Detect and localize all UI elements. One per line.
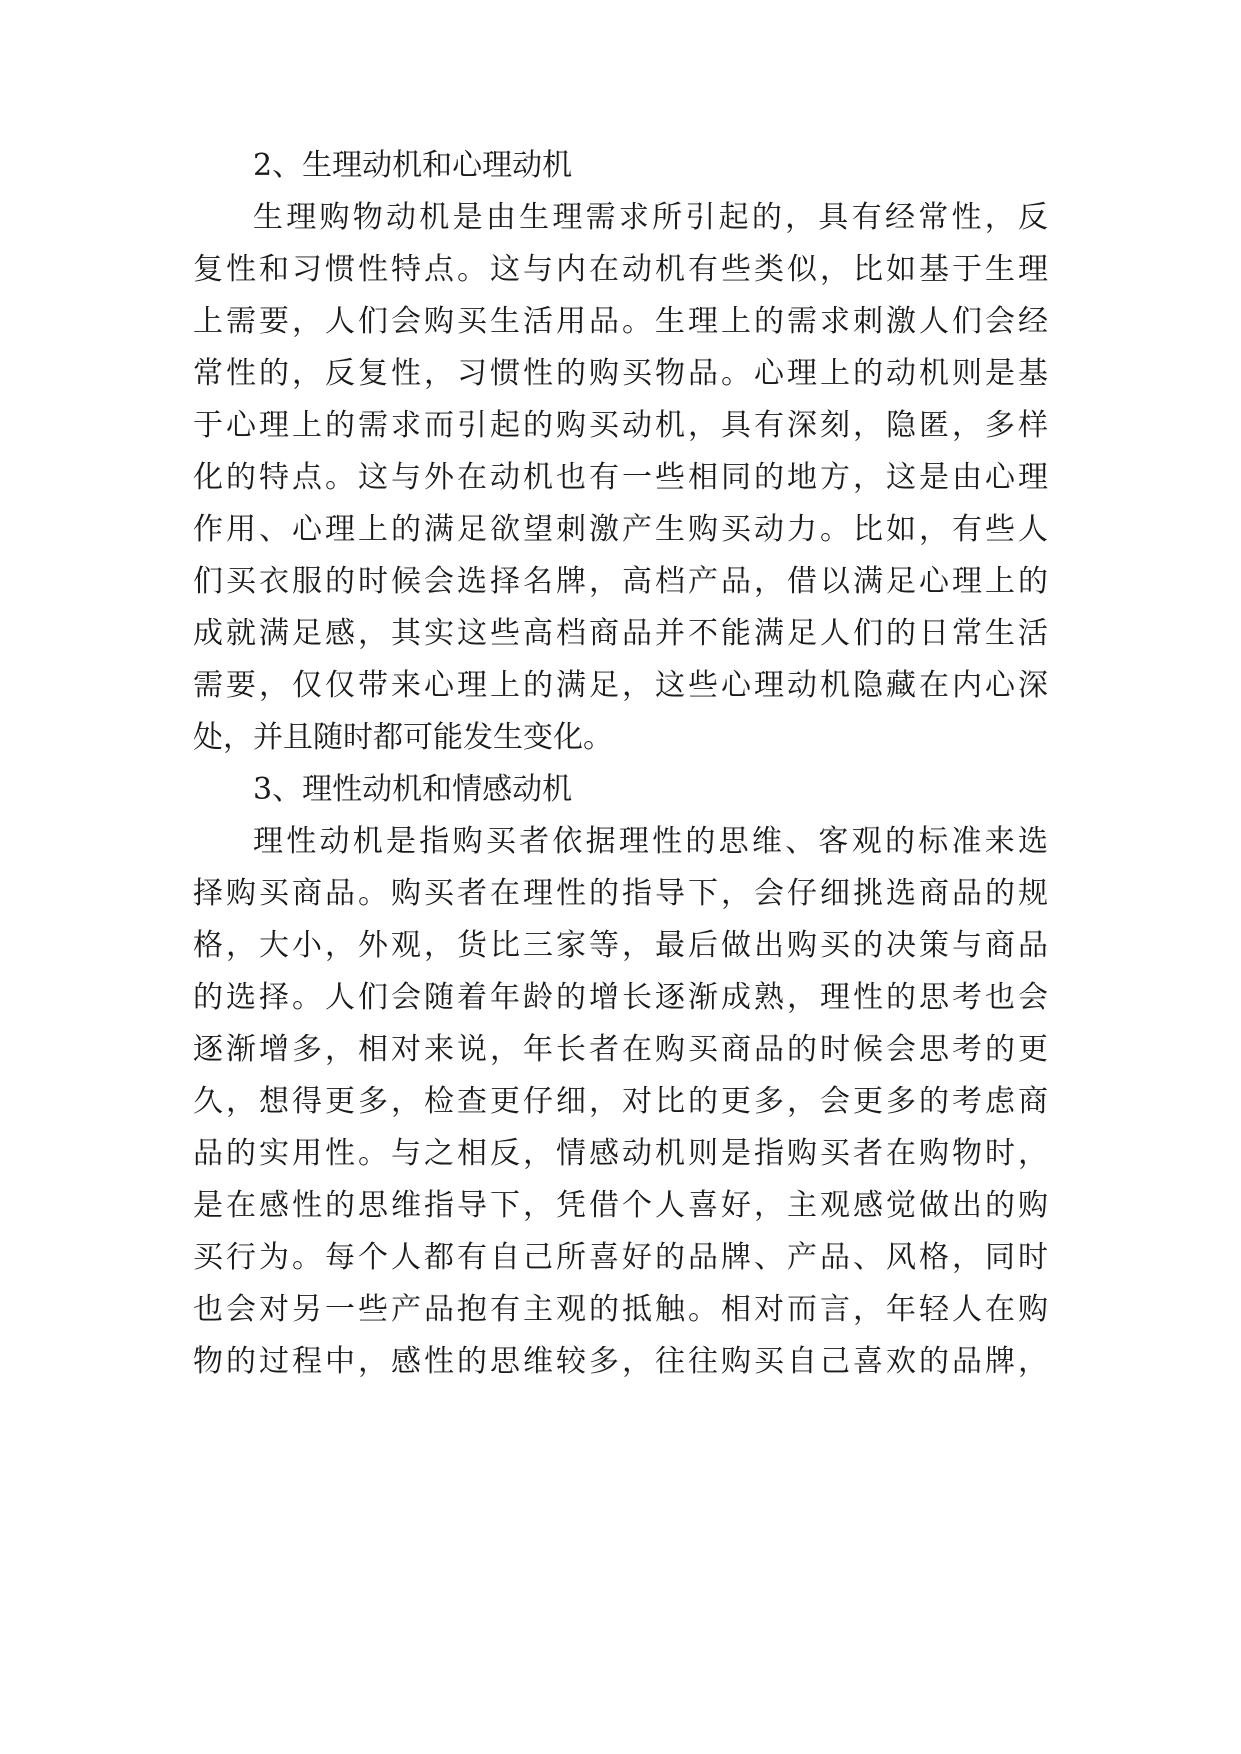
paragraph-line: 们买衣服的时候会选择名牌，高档产品，借以满足心理上的 (193, 564, 1048, 599)
paragraph-line: 需要，仅仅带来心理上的满足，这些心理动机隐藏在内心深 (193, 668, 1048, 703)
paragraph-line: 品的实用性。与之相反，情感动机则是指购买者在购物时， (193, 1136, 1048, 1171)
paragraph-line: 也会对另一些产品抱有主观的抵触。相对而言，年轻人在购 (193, 1292, 1048, 1327)
paragraph-line: 作用、心理上的满足欲望刺激产生购买动力。比如，有些人 (193, 512, 1048, 547)
paragraph-line: 的选择。人们会随着年龄的增长逐渐成熟，理性的思考也会 (193, 980, 1048, 1015)
paragraph-line: 上需要，人们会购买生活用品。生理上的需求刺激人们会经 (193, 304, 1048, 339)
paragraph-line: 于心理上的需求而引起的购买动机，具有深刻，隐匿，多样 (193, 408, 1048, 443)
paragraph-line: 处，并且随时都可能发生变化。 (193, 720, 613, 755)
paragraph-line: 复性和习惯性特点。这与内在动机有些类似，比如基于生理 (193, 252, 1048, 287)
paragraph-line: 格，大小，外观，货比三家等，最后做出购买的决策与商品 (193, 928, 1048, 963)
section-heading-3: 3、理性动机和情感动机 (253, 772, 573, 807)
paragraph-line: 理性动机是指购买者依据理性的思维、客观的标准来选 (253, 824, 1048, 859)
paragraph-line: 常性的，反复性，习惯性的购买物品。心理上的动机则是基 (193, 356, 1048, 391)
paragraph-line: 逐渐增多，相对来说，年长者在购买商品的时候会思考的更 (193, 1032, 1048, 1067)
paragraph-line: 是在感性的思维指导下，凭借个人喜好，主观感觉做出的购 (193, 1188, 1048, 1223)
paragraph-line: 成就满足感，其实这些高档商品并不能满足人们的日常生活 (193, 616, 1048, 651)
paragraph-line: 择购买商品。购买者在理性的指导下，会仔细挑选商品的规 (193, 876, 1048, 911)
paragraph-line: 物的过程中，感性的思维较多，往往购买自己喜欢的品牌， (193, 1344, 1048, 1379)
paragraph-line: 买行为。每个人都有自己所喜好的品牌、产品、风格，同时 (193, 1240, 1048, 1275)
paragraph-line: 久，想得更多，检查更仔细，对比的更多，会更多的考虑商 (193, 1084, 1048, 1119)
paragraph-line: 化的特点。这与外在动机也有一些相同的地方，这是由心理 (193, 460, 1048, 495)
section-heading-2: 2、生理动机和心理动机 (253, 148, 573, 183)
paragraph-line: 生理购物动机是由生理需求所引起的，具有经常性，反 (253, 200, 1048, 235)
